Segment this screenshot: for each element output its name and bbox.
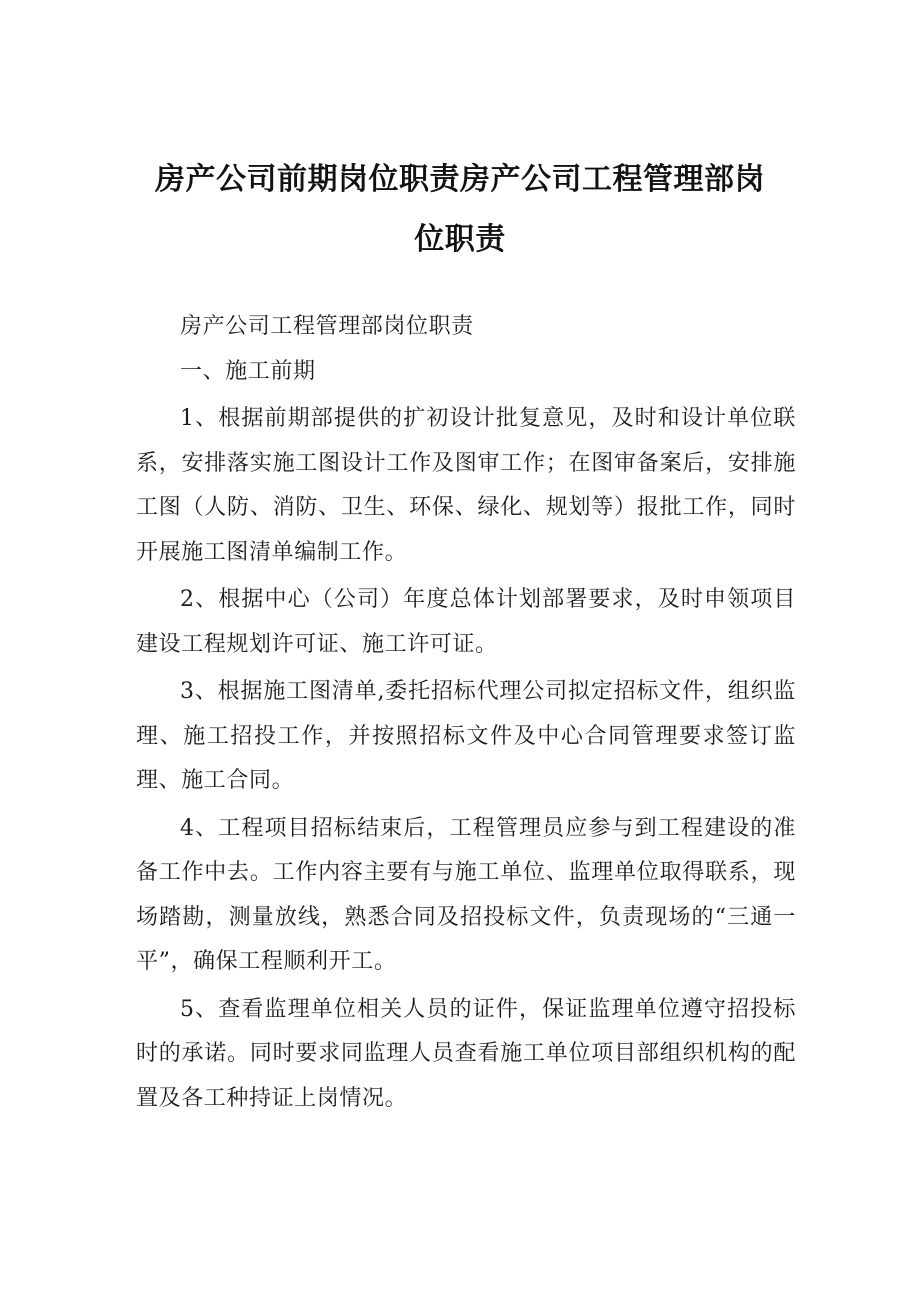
paragraph-item-2: 2、根据中心（公司）年度总体计划部署要求，及时申领项目建设工程规划许可证、施工许可证。 [136,587,796,657]
paragraph-item-5: 5、查看监理单位相关人员的证件，保证监理单位遵守招投标时的承诺。同时要求同监理人员查看施工单位项目部组织机构的配置及各工种持证上岗情况。 [136,996,796,1111]
document-body [136,305,796,1121]
paragraph-item-1: 1、根据前期部提供的扩初设计批复意见，及时和设计单位联系，安排落实施工图设计工作及图审工作；在图审备案后，安排施工图（人防、消防、卫生、环保、绿化、规划等）报批工作，同时开展施工图清单编制工作。 [136,406,796,565]
document-title [130,150,790,270]
title-line-1: 房产公司前期岗位职责房产公司工程管理部岗 [155,162,765,197]
section-heading: 房产公司工程管理部岗位职责 [180,314,474,339]
title-line-2: 位职责 [414,222,506,257]
paragraph-item-4: 4、工程项目招标结束后，工程管理员应参与到工程建设的准备工作中去。工作内容主要有与施工单位、监理单位取得联系，现场踏勘，测量放线，熟悉合同及招投标文件，负责现场的“三通一平”，确保工程顺利开工。 [136,815,796,974]
subsection-heading: 一、施工前期 [180,358,316,384]
paragraph-item-3: 3、根据施工图清单,委托招标代理公司拟定招标文件，组织监理、施工招投工作，并按照招标文件及中心合同管理要求签订监理、施工合同。 [136,679,796,793]
